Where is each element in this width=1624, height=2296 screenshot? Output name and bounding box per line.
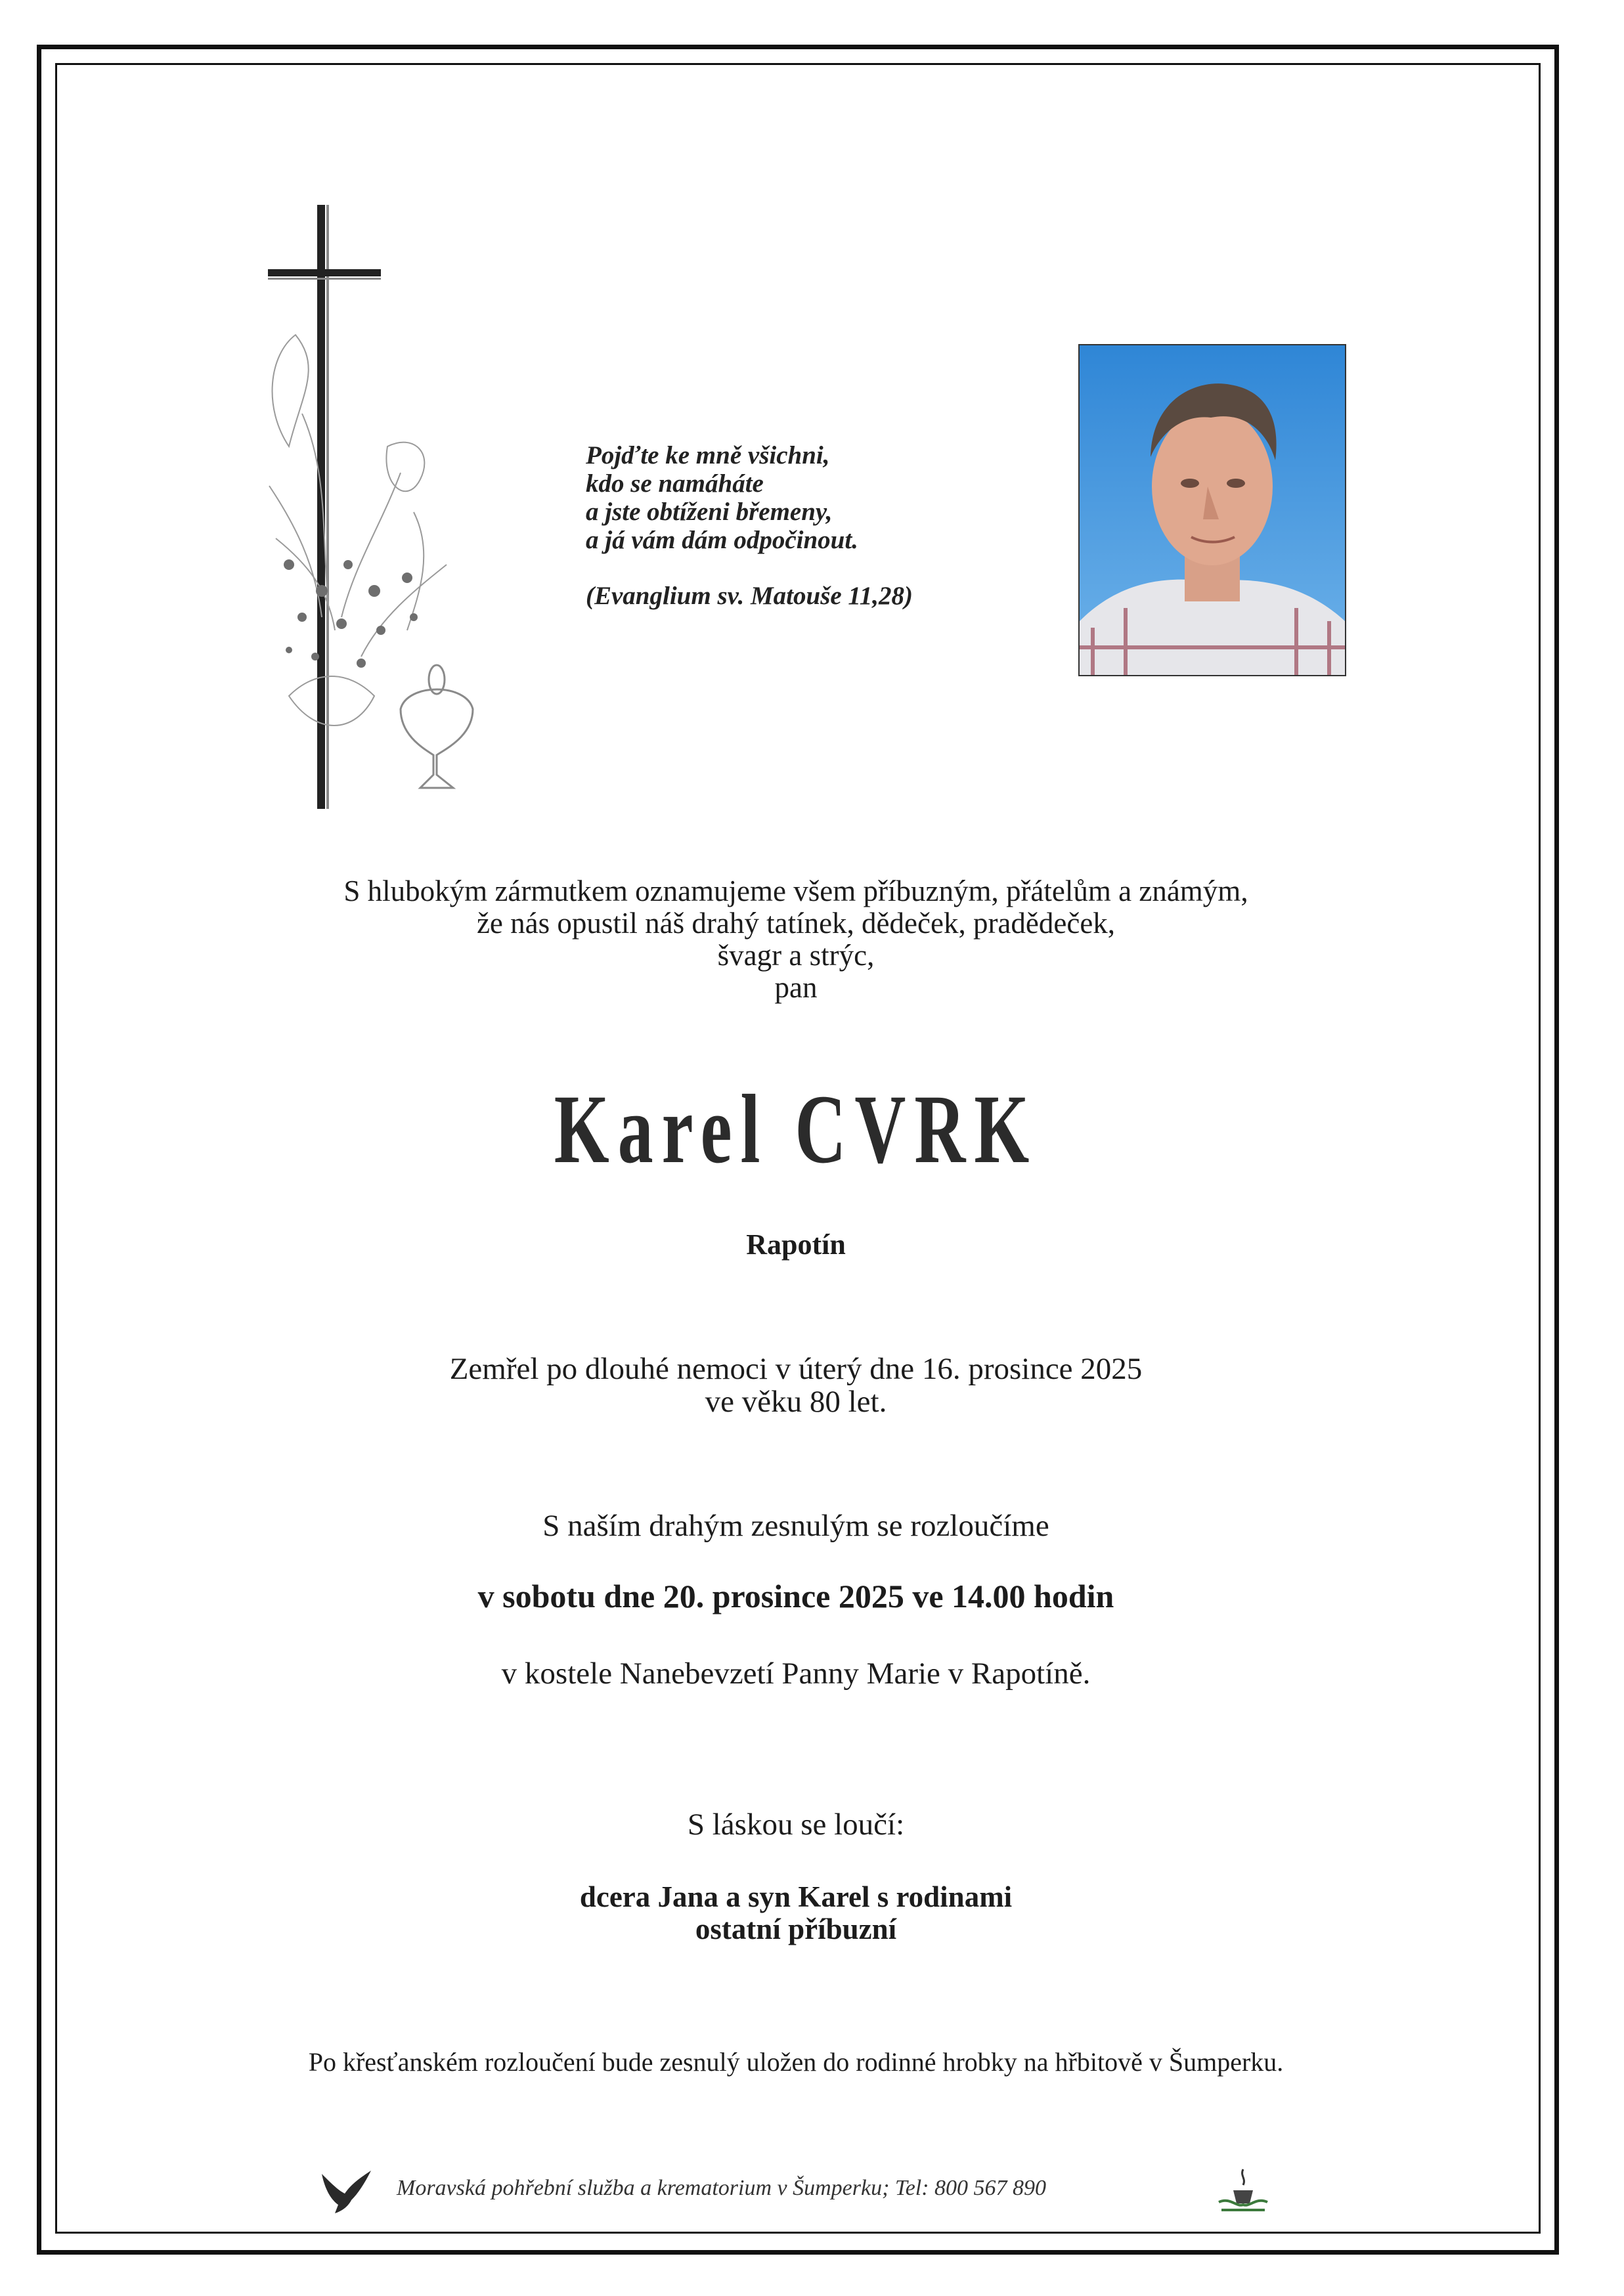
quote-line: Pojďte ke mně všichni, (586, 441, 830, 469)
bible-quote (586, 441, 913, 610)
mourner-line: dcera Jana a syn Karel s rodinami (579, 1880, 1013, 1913)
cross-icon (268, 205, 381, 809)
portrait-photo (1078, 344, 1346, 676)
quote-line: a jste obtíženi břemeny, (586, 498, 833, 526)
flowers-icon (269, 335, 447, 726)
quote-line: a já vám dám odpočinout. (586, 526, 858, 554)
intro-line: švagr a strýc, (717, 939, 875, 972)
footer (315, 2164, 1287, 2217)
deceased-residence: Rapotín (746, 1228, 846, 1261)
mourners-intro: S láskou se loučí: (687, 1808, 905, 1842)
intro-line: pan (774, 971, 818, 1004)
death-line: Zemřel po dlouhé nemoci v úterý dne 16. prosince 2025 (449, 1352, 1143, 1386)
intro-line: S hlubokým zármutkem oznamujeme všem příbuzným, přátelům a známým, (343, 875, 1248, 907)
death-line: ve věku 80 let. (705, 1385, 887, 1419)
cross-flowers-decoration (250, 197, 512, 814)
flower-blossoms (284, 559, 418, 668)
quote-reference: (Evanglium sv. Matouše 11,28) (586, 582, 913, 610)
funeral-service-contact: Moravská pohřební služba a krematorium v Šumperku; Tel: 800 567 890 (397, 2176, 1047, 2200)
portrait-image (1080, 345, 1345, 675)
farewell-intro: S naším drahým zesnulým se rozloučíme (542, 1509, 1049, 1543)
quote-line: kdo se namáháte (586, 469, 764, 498)
mourners-list (55, 1881, 1537, 1945)
mourner-line: ostatní příbuzní (695, 1913, 897, 1945)
announcement-intro (55, 875, 1537, 1004)
deceased-name: Karel CVRK (554, 1075, 1038, 1184)
urn-icon (401, 665, 473, 788)
dove-icon (315, 2164, 374, 2217)
burial-notice: Po křesťanském rozloučení bude zesnulý uložen do rodinné hrobky na hřbitově v Šumperku. (308, 2047, 1284, 2077)
funeral-emblem-icon (1214, 2164, 1273, 2217)
intro-line: že nás opustil náš drahý tatínek, dědeček, pradědeček, (476, 907, 1116, 940)
farewell-date: v sobotu dne 20. prosince 2025 ve 14.00 hodin (477, 1578, 1114, 1614)
farewell-place: v kostele Nanebevzetí Panny Marie v Rapotíně. (501, 1657, 1091, 1691)
death-notice (55, 1353, 1537, 1418)
